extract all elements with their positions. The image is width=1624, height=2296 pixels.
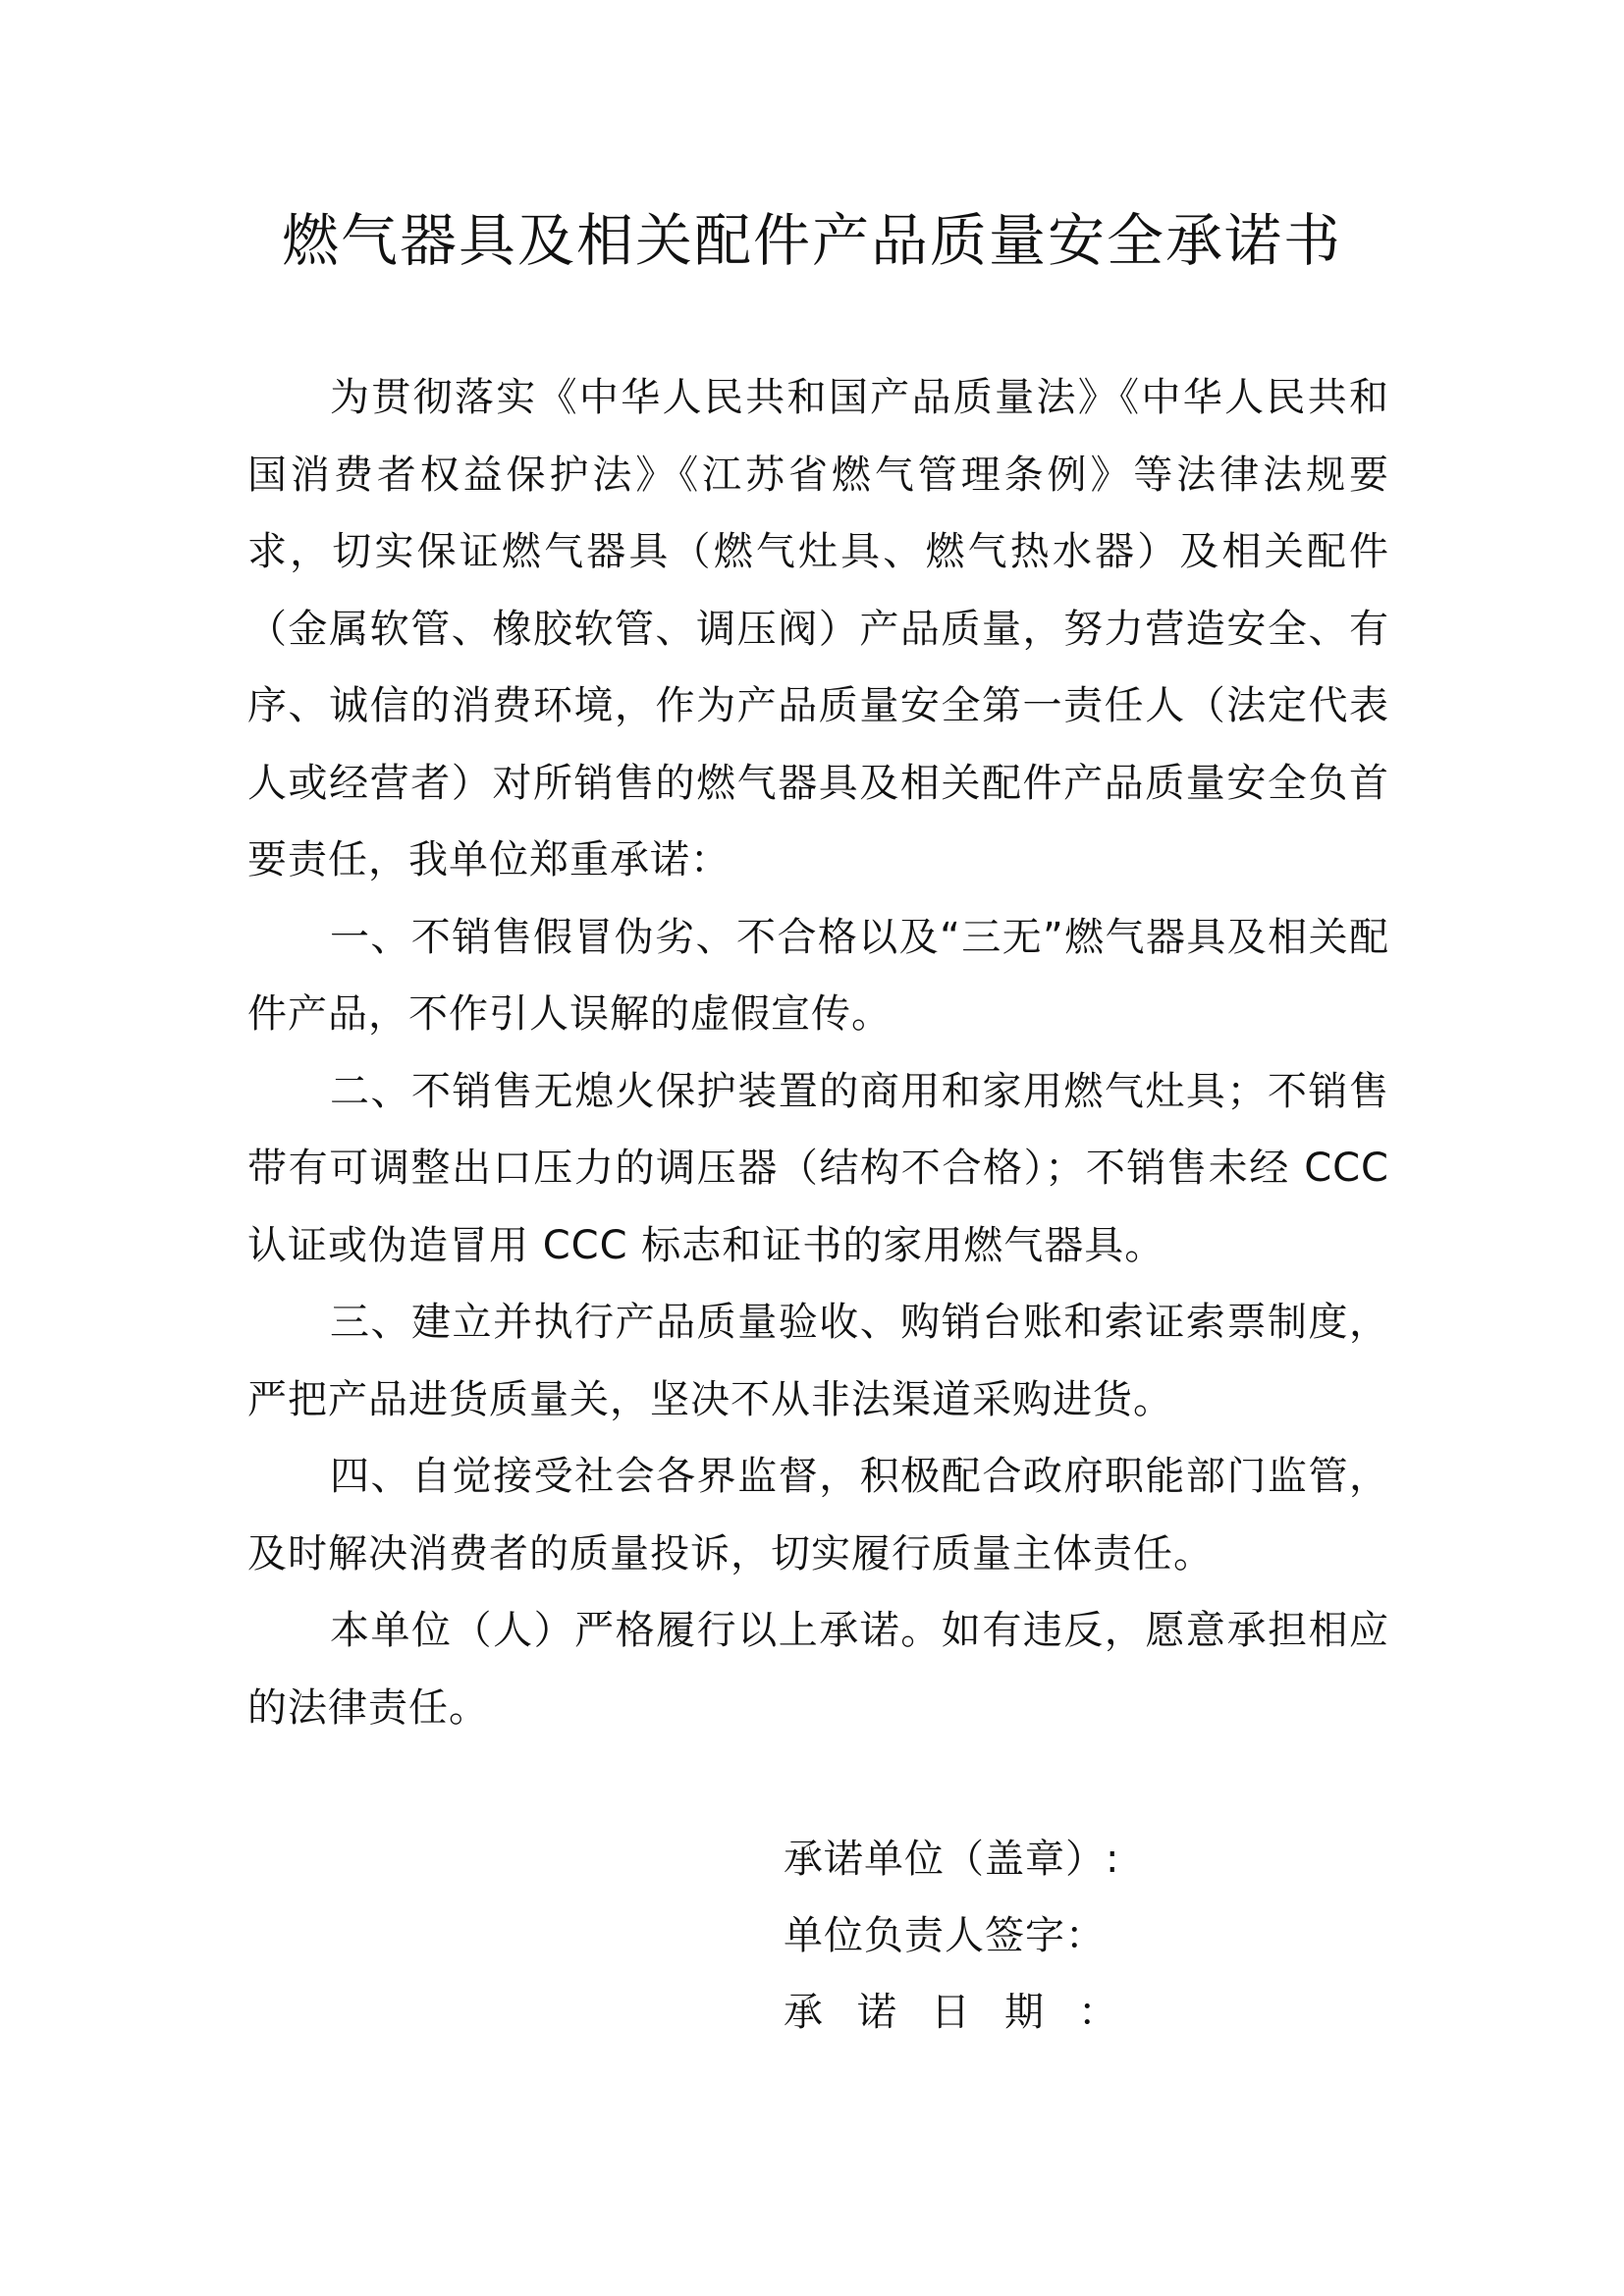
signature-block <box>784 1821 1119 2051</box>
paragraph-closing: 本单位（人）严格履行以上承诺。如有违反，愿意承担相应的法律责任。 <box>247 1608 1389 1731</box>
commitment-date-row <box>784 1974 1119 2051</box>
commitment-date-colon: ： <box>1078 1990 1118 2035</box>
paragraph-commitment-1: 一、不销售假冒伪劣、不合格以及“三无”燃气器具及相关配件产品，不作引人误解的虚假宣传。 <box>247 914 1389 1037</box>
document-title: 燃气器具及相关配件产品质量安全承诺书 <box>281 207 1342 274</box>
committing-unit-label: 承诺单位（盖章）: <box>784 1837 1120 1882</box>
commitment-date-label: 承诺日期 <box>784 1990 1078 2035</box>
paragraph-commitment-4: 四、自觉接受社会各界监督，积极配合政府职能部门监管，及时解决消费者的质量投诉，切实履行质量主体责任。 <box>247 1454 1389 1576</box>
paragraph-intro: 为贯彻落实《中华人民共和国产品质量法》《中华人民共和国消费者权益保护法》《江苏省燃气管理条例》等法律法规要求，切实保证燃气器具（燃气灶具、燃气热水器）及相关配件（金属软管、橡胶软管、调压阀）产品质量，努力营造安全、有序、诚信的消费环境，作为产品质量安全第一责任人（法定代表人或经营者）对所销售的燃气器具及相关配件产品质量安全负首要责任，我单位郑重承诺： <box>247 375 1389 882</box>
paragraph-commitment-2: 二、不销售无熄火保护装置的商用和家用燃气灶具；不销售带有可调整出口压力的调压器（结构不合格）；不销售未经 CCC 认证或伪造冒用 CCC 标志和证书的家用燃气器具。 <box>247 1068 1389 1268</box>
paragraph-commitment-3: 三、建立并执行产品质量验收、购销台账和索证索票制度，严把产品进货质量关，坚决不从非法渠道采购进货。 <box>247 1300 1389 1422</box>
document-body <box>247 359 1389 1746</box>
responsible-person-label: 单位负责人签字： <box>784 1913 1106 1958</box>
